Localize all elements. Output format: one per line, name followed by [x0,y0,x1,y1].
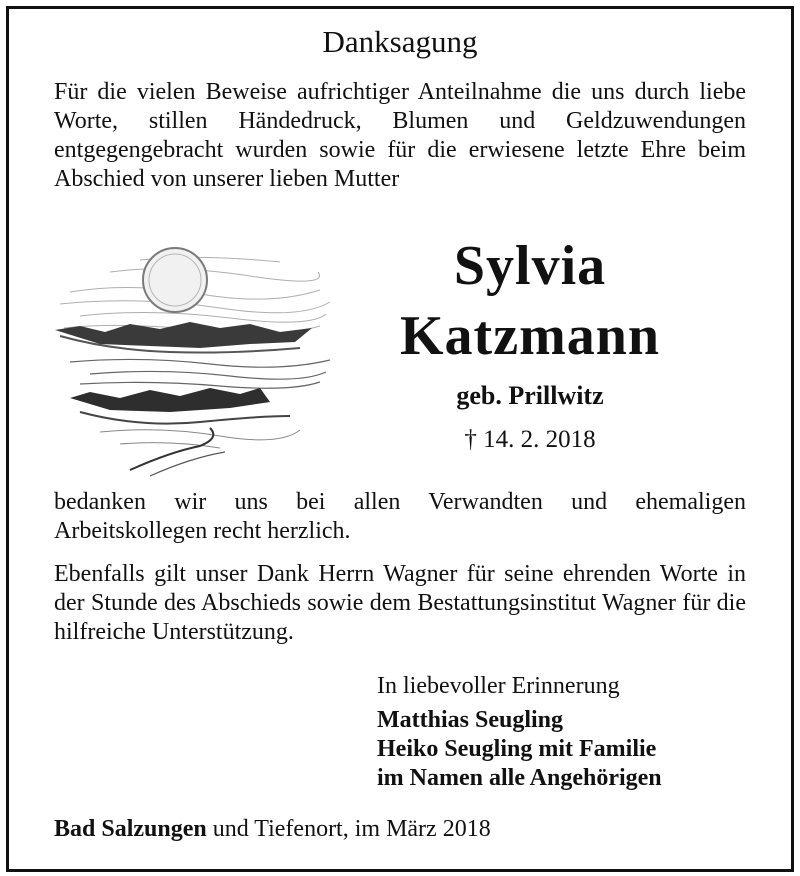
footer-place: Bad Salzungen [54,816,207,842]
deceased-maiden-name: geb. Prillwitz [456,381,604,410]
deceased-last-name: Katzmann [400,305,660,367]
closing-phrase: In liebevoller Erinnerung [377,673,620,699]
death-date: † 14. 2. 2018 [464,426,596,453]
signers-list [377,706,662,793]
thanks-paragraph: bedanken wir uns bei allen Verwandten und ehemaligen Arbeitskollegen recht herzlich. [54,489,746,544]
deceased-first-name: Sylvia [453,235,607,297]
place-date-line [54,815,491,844]
intro-paragraph: Für die vielen Beweise aufrichtiger Anteilnahme die uns durch liebe Worte, stillen Händedruck, Blumen und Geldzuwendungen entgegengebracht wurden sowie für die erwiesene letzte Ehre beim Abschied von unserer lieben Mutter [54,79,746,192]
signer-line: Matthias Seugling [377,707,564,733]
additional-thanks-paragraph: Ebenfalls gilt unser Dank Herrn Wagner für seine ehrenden Worte in der Stunde des Abschieds sowie dem Bestattungsinstitut Wagner für die hilfreiche Unterstützung. [54,561,746,645]
sunset-landscape-illustration [50,232,332,478]
notice-heading: Danksagung [322,24,478,59]
footer-rest: und Tiefenort, im März 2018 [206,816,491,842]
signer-line: Heiko Seugling mit Familie [377,736,657,762]
signer-line: im Namen alle Angehörigen [377,765,662,791]
